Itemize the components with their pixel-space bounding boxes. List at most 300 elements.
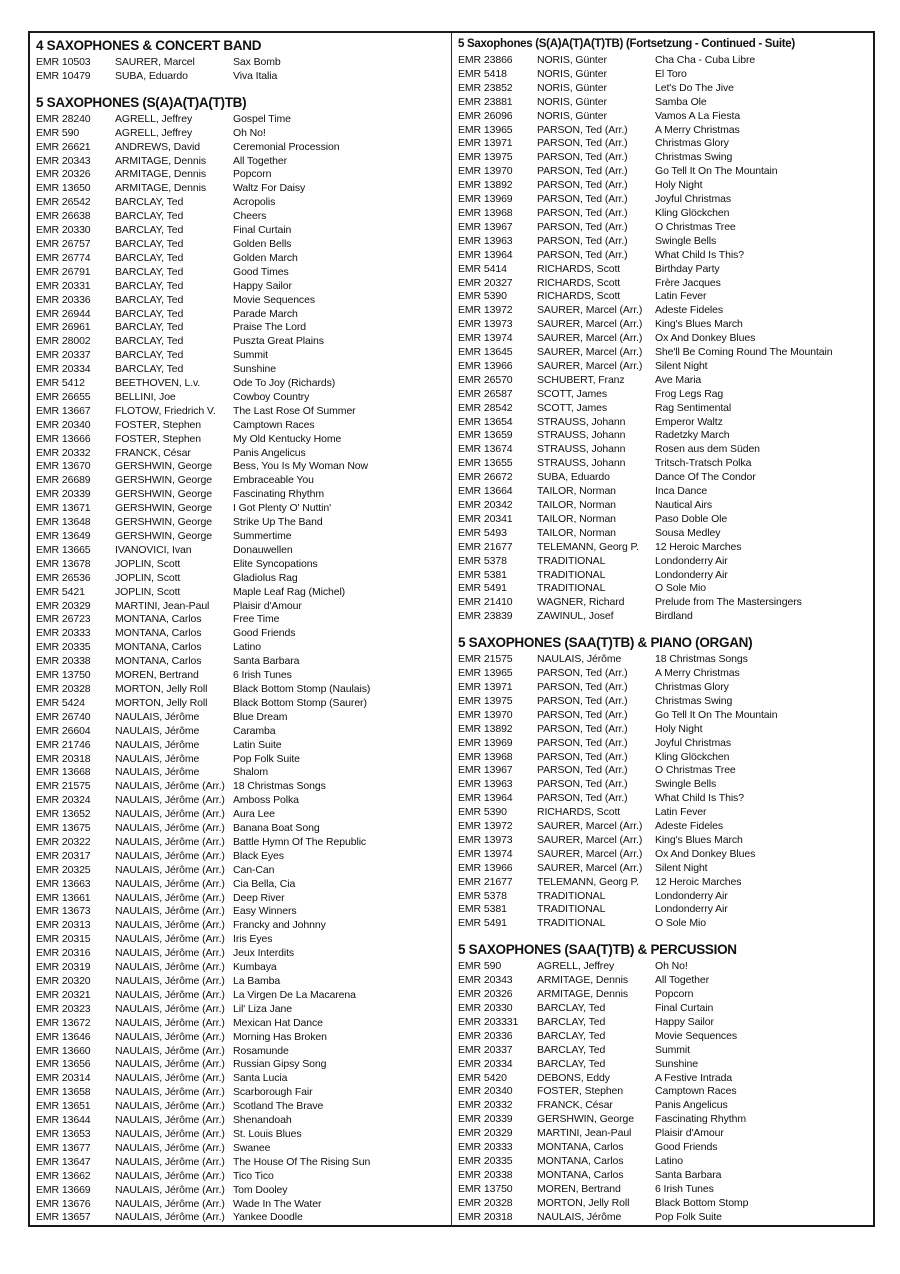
ref-number: EMR 13677 xyxy=(36,1141,91,1154)
ref-number: EMR 20327 xyxy=(458,276,513,289)
piece-title: Gladiolus Rag xyxy=(233,571,298,584)
piece-title: Rosen aus dem Süden xyxy=(655,443,760,456)
catalog-row xyxy=(458,1099,869,1113)
catalog-row xyxy=(36,558,447,572)
ref-number: EMR 13669 xyxy=(36,1183,91,1196)
piece-title: What Child Is This? xyxy=(655,248,744,261)
composer-name: PARSON, Ted (Arr.) xyxy=(537,206,628,219)
composer-name: GERSHWIN, George xyxy=(115,460,213,473)
composer-name: BELLINI, Joe xyxy=(115,390,176,403)
catalog-row xyxy=(36,808,447,822)
catalog-row xyxy=(458,96,869,110)
ref-number: EMR 20337 xyxy=(458,1043,513,1056)
composer-name: SAURER, Marcel (Arr.) xyxy=(537,318,643,331)
ref-number: EMR 20318 xyxy=(458,1210,513,1223)
piece-title: Christmas Swing xyxy=(655,694,733,707)
ref-number: EMR 26542 xyxy=(36,196,91,209)
ref-number: EMR 13678 xyxy=(36,557,91,570)
ref-number: EMR 13651 xyxy=(36,1100,91,1113)
ref-number: EMR 13648 xyxy=(36,516,91,529)
piece-title: Dance Of The Condor xyxy=(655,471,756,484)
ref-number: EMR 13892 xyxy=(458,722,513,735)
ref-number: EMR 20338 xyxy=(36,655,91,668)
ref-number: EMR 13971 xyxy=(458,680,513,693)
piece-title: Swingle Bells xyxy=(655,234,717,247)
piece-title: Christmas Glory xyxy=(655,137,729,150)
piece-title: Samba Ole xyxy=(655,95,707,108)
catalog-row xyxy=(36,516,447,530)
composer-name: GERSHWIN, George xyxy=(115,516,213,529)
catalog-row xyxy=(36,127,447,141)
composer-name: NAULAIS, Jérôme (Arr.) xyxy=(115,1086,225,1099)
ref-number: EMR 5412 xyxy=(36,377,85,390)
catalog-row xyxy=(36,1031,447,1045)
piece-title: Christmas Swing xyxy=(655,151,733,164)
composer-name: MONTANA, Carlos xyxy=(537,1154,624,1167)
catalog-row xyxy=(36,294,447,308)
composer-name: NORIS, Günter xyxy=(537,67,607,80)
piece-title: Holy Night xyxy=(655,179,703,192)
piece-title: Prelude from The Mastersingers xyxy=(655,596,802,609)
composer-name: TRADITIONAL xyxy=(537,903,606,916)
composer-name: GERSHWIN, George xyxy=(115,474,213,487)
composer-name: NAULAIS, Jérôme (Arr.) xyxy=(115,808,225,821)
catalog-row xyxy=(36,308,447,322)
ref-number: EMR 10503 xyxy=(36,56,91,68)
composer-name: SAURER, Marcel (Arr.) xyxy=(537,861,643,874)
piece-title: Panis Angelicus xyxy=(233,446,306,459)
catalog-row xyxy=(458,541,869,555)
catalog-row xyxy=(36,600,447,614)
piece-title: The Last Rose Of Summer xyxy=(233,404,356,417)
composer-name: MORTON, Jelly Roll xyxy=(115,682,208,695)
ref-number: EMR 13667 xyxy=(36,404,91,417)
piece-title: Summertime xyxy=(233,530,292,542)
piece-title: Adeste Fideles xyxy=(655,304,724,317)
ref-number: EMR 13750 xyxy=(458,1182,513,1195)
catalog-row xyxy=(458,1169,869,1183)
catalog-row xyxy=(458,778,869,792)
piece-title: Summit xyxy=(233,349,268,362)
catalog-row xyxy=(458,764,869,778)
composer-name: SAURER, Marcel (Arr.) xyxy=(537,847,643,860)
piece-title: Francky and Johnny xyxy=(233,919,326,932)
catalog-row xyxy=(36,168,447,182)
piece-title: Joyful Christmas xyxy=(655,736,732,749)
piece-title: King's Blues March xyxy=(655,318,743,331)
piece-title: Latin Suite xyxy=(233,738,282,751)
ref-number: EMR 20336 xyxy=(458,1029,513,1042)
composer-name: PARSON, Ted (Arr.) xyxy=(537,220,628,233)
ref-number: EMR 13666 xyxy=(36,432,91,445)
composer-name: BARCLAY, Ted xyxy=(115,363,184,376)
ref-number: EMR 26774 xyxy=(36,251,91,264)
composer-name: NAULAIS, Jérôme (Arr.) xyxy=(115,1072,225,1085)
catalog-row xyxy=(458,917,869,931)
piece-title: Fascinating Rhythm xyxy=(655,1113,746,1126)
ref-number: EMR 26791 xyxy=(36,265,91,278)
piece-title: Russian Gipsy Song xyxy=(233,1058,327,1071)
piece-title: Embraceable You xyxy=(233,474,314,487)
section-header: 5 SAXOPHONES (S(A)A(T)A(T)TB) xyxy=(36,94,247,110)
catalog-row xyxy=(458,179,869,193)
catalog-row xyxy=(458,346,869,360)
composer-name: JOPLIN, Scott xyxy=(115,585,181,598)
ref-number: EMR 13657 xyxy=(36,1211,91,1224)
ref-number: EMR 20332 xyxy=(36,446,91,459)
piece-title: Londonderry Air xyxy=(655,568,728,581)
catalog-row xyxy=(36,933,447,947)
catalog-row xyxy=(458,555,869,569)
catalog-row xyxy=(458,151,869,165)
piece-title: Iris Eyes xyxy=(233,933,273,946)
piece-title: A Merry Christmas xyxy=(655,123,740,136)
catalog-row xyxy=(458,235,869,249)
catalog-row xyxy=(458,318,869,332)
ref-number: EMR 20321 xyxy=(36,988,91,1001)
ref-number: EMR 13672 xyxy=(36,1016,91,1029)
piece-title: Final Curtain xyxy=(655,1002,714,1014)
ref-number: EMR 20313 xyxy=(36,919,91,932)
catalog-row xyxy=(36,1211,447,1225)
ref-number: EMR 13674 xyxy=(458,443,513,456)
ref-number: EMR 20333 xyxy=(458,1141,513,1154)
ref-number: EMR 5390 xyxy=(458,806,507,819)
ref-number: EMR 203331 xyxy=(458,1015,519,1028)
ref-number: EMR 21677 xyxy=(458,875,513,888)
composer-name: PARSON, Ted (Arr.) xyxy=(537,667,628,680)
piece-title: Inca Dance xyxy=(655,485,708,498)
composer-name: BARCLAY, Ted xyxy=(115,251,184,264)
ref-number: EMR 13973 xyxy=(458,833,513,846)
piece-title: Cowboy Country xyxy=(233,390,310,403)
composer-name: SAURER, Marcel (Arr.) xyxy=(537,304,643,317)
composer-name: NAULAIS, Jérôme (Arr.) xyxy=(115,947,225,960)
piece-title: Kumbaya xyxy=(233,961,277,974)
catalog-row xyxy=(36,419,447,433)
composer-name: MONTANA, Carlos xyxy=(115,627,202,640)
ref-number: EMR 5424 xyxy=(36,696,85,709)
catalog-row xyxy=(458,653,869,667)
catalog-row xyxy=(36,280,447,294)
piece-title: O Sole Mio xyxy=(655,582,706,595)
piece-title: Nautical Airs xyxy=(655,499,713,511)
piece-title: Panis Angelicus xyxy=(655,1099,728,1112)
ref-number: EMR 5381 xyxy=(458,568,507,581)
composer-name: NAULAIS, Jérôme (Arr.) xyxy=(115,1016,225,1029)
composer-name: PARSON, Ted (Arr.) xyxy=(537,193,628,206)
catalog-row xyxy=(458,988,869,1002)
piece-title: Tico Tico xyxy=(233,1169,274,1182)
ref-number: EMR 20322 xyxy=(36,835,91,848)
composer-name: NAULAIS, Jérôme (Arr.) xyxy=(115,1114,225,1127)
ref-number: EMR 13963 xyxy=(458,778,513,791)
ref-number: EMR 20341 xyxy=(458,512,513,525)
piece-title: Movie Sequences xyxy=(655,1029,737,1042)
ref-number: EMR 13656 xyxy=(36,1058,91,1071)
composer-name: WAGNER, Richard xyxy=(537,596,625,609)
piece-title: Go Tell It On The Mountain xyxy=(655,165,778,178)
catalog-row xyxy=(36,405,447,419)
ref-number: EMR 26723 xyxy=(36,613,91,626)
piece-title: Kling Glöckchen xyxy=(655,206,730,219)
composer-name: MARTINI, Jean-Paul xyxy=(115,599,210,612)
ref-number: EMR 13673 xyxy=(36,905,91,918)
ref-number: EMR 26655 xyxy=(36,390,91,403)
piece-title: The House Of The Rising Sun xyxy=(233,1155,371,1168)
piece-title: Camptown Races xyxy=(233,418,315,431)
ref-number: EMR 13645 xyxy=(458,346,513,359)
ref-number: EMR 20337 xyxy=(36,349,91,362)
ref-number: EMR 20342 xyxy=(458,499,513,511)
piece-title: La Bamba xyxy=(233,975,281,987)
ref-number: EMR 23866 xyxy=(458,54,513,66)
catalog-row xyxy=(458,499,869,513)
ref-number: EMR 13671 xyxy=(36,502,91,515)
composer-name: GERSHWIN, George xyxy=(537,1113,635,1126)
piece-title: Pop Folk Suite xyxy=(233,752,300,765)
composer-name: NAULAIS, Jérôme (Arr.) xyxy=(115,835,225,848)
catalog-row xyxy=(36,711,447,725)
catalog-row xyxy=(36,182,447,196)
piece-title: Let's Do The Jive xyxy=(655,81,734,94)
catalog-row xyxy=(458,1141,869,1155)
ref-number: EMR 20316 xyxy=(36,947,91,960)
catalog-row xyxy=(36,266,447,280)
catalog-row xyxy=(458,806,869,820)
ref-number: EMR 13964 xyxy=(458,248,513,261)
piece-title: Ox And Donkey Blues xyxy=(655,847,756,860)
catalog-row xyxy=(36,1198,447,1212)
ref-number: EMR 20334 xyxy=(458,1057,513,1070)
piece-title: Santa Barbara xyxy=(655,1168,722,1181)
catalog-row xyxy=(458,848,869,862)
composer-name: AGRELL, Jeffrey xyxy=(115,126,193,139)
catalog-row xyxy=(36,433,447,447)
catalog-row xyxy=(458,1183,869,1197)
piece-title: Black Bottom Stomp (Naulais) xyxy=(233,682,371,695)
piece-title: Good Friends xyxy=(655,1141,718,1154)
catalog-row xyxy=(458,374,869,388)
piece-title: Puszta Great Plains xyxy=(233,335,324,348)
ref-number: EMR 13974 xyxy=(458,332,513,345)
piece-title: Summit xyxy=(655,1043,690,1056)
composer-name: PARSON, Ted (Arr.) xyxy=(537,248,628,261)
composer-name: MONTANA, Carlos xyxy=(537,1141,624,1154)
composer-name: ARMITAGE, Dennis xyxy=(115,168,206,181)
catalog-row xyxy=(36,613,447,627)
catalog-row xyxy=(36,739,447,753)
ref-number: EMR 5420 xyxy=(458,1071,507,1084)
ref-number: EMR 13969 xyxy=(458,736,513,749)
piece-title: Kling Glöckchen xyxy=(655,750,730,763)
ref-number: EMR 13966 xyxy=(458,861,513,874)
piece-title: Oh No! xyxy=(233,126,266,139)
composer-name: ANDREWS, David xyxy=(115,140,200,153)
piece-title: Gospel Time xyxy=(233,112,291,125)
ref-number: EMR 13660 xyxy=(36,1044,91,1057)
piece-title: Good Friends xyxy=(233,627,296,640)
composer-name: BARCLAY, Ted xyxy=(115,196,184,209)
composer-name: SCOTT, James xyxy=(537,387,607,400)
catalog-row xyxy=(36,1156,447,1170)
piece-title: A Festive Intrada xyxy=(655,1071,733,1084)
piece-title: Wade In The Water xyxy=(233,1197,322,1210)
catalog-row xyxy=(36,822,447,836)
composer-name: NAULAIS, Jérôme (Arr.) xyxy=(115,1044,225,1057)
ref-number: EMR 13675 xyxy=(36,822,91,835)
catalog-row xyxy=(36,794,447,808)
composer-name: SAURER, Marcel (Arr.) xyxy=(537,820,643,833)
piece-title: La Virgen De La Macarena xyxy=(233,988,356,1001)
piece-title: Paso Doble Ole xyxy=(655,512,728,525)
catalog-row xyxy=(458,443,869,457)
catalog-row xyxy=(458,457,869,471)
catalog-row xyxy=(36,572,447,586)
ref-number: EMR 26689 xyxy=(36,474,91,487)
piece-title: Morning Has Broken xyxy=(233,1030,327,1043)
piece-title: Parade March xyxy=(233,307,298,320)
ref-number: EMR 23839 xyxy=(458,610,513,623)
catalog-row xyxy=(36,683,447,697)
ref-number: EMR 5390 xyxy=(458,290,507,303)
piece-title: Tom Dooley xyxy=(233,1183,288,1196)
ref-number: EMR 13967 xyxy=(458,764,513,777)
piece-title: Final Curtain xyxy=(233,224,292,237)
piece-title: Blue Dream xyxy=(233,710,288,723)
catalog-row xyxy=(36,1017,447,1031)
catalog-row xyxy=(36,1142,447,1156)
catalog-row xyxy=(458,960,869,974)
piece-title: Swingle Bells xyxy=(655,778,717,791)
composer-name: PARSON, Ted (Arr.) xyxy=(537,764,628,777)
ref-number: EMR 28002 xyxy=(36,335,91,348)
catalog-row xyxy=(458,54,869,68)
catalog-row xyxy=(36,502,447,516)
catalog-row xyxy=(458,416,869,430)
ref-number: EMR 13647 xyxy=(36,1155,91,1168)
catalog-row xyxy=(458,596,869,610)
piece-title: 6 Irish Tunes xyxy=(655,1182,714,1195)
composer-name: SAURER, Marcel xyxy=(115,56,195,68)
catalog-row xyxy=(458,610,869,624)
composer-name: SUBA, Eduardo xyxy=(115,69,188,82)
ref-number: EMR 13973 xyxy=(458,318,513,331)
composer-name: ZAWINUL, Josef xyxy=(537,610,614,623)
ref-number: EMR 13659 xyxy=(458,429,513,442)
piece-title: Black Bottom Stomp xyxy=(655,1196,749,1209)
composer-name: NORIS, Günter xyxy=(537,54,607,66)
composer-name: FRANCK, César xyxy=(537,1099,613,1112)
composer-name: NAULAIS, Jérôme (Arr.) xyxy=(115,794,225,807)
catalog-row xyxy=(458,137,869,151)
piece-title: Popcorn xyxy=(233,168,272,181)
catalog-row xyxy=(36,391,447,405)
composer-name: GERSHWIN, George xyxy=(115,488,213,501)
catalog-row xyxy=(458,124,869,138)
ref-number: EMR 13750 xyxy=(36,669,91,682)
ref-number: EMR 5491 xyxy=(458,917,507,930)
piece-title: Plaisir d'Amour xyxy=(233,599,302,612)
composer-name: NAULAIS, Jérôme (Arr.) xyxy=(115,891,225,904)
composer-name: JOPLIN, Scott xyxy=(115,571,181,584)
catalog-row xyxy=(36,155,447,169)
composer-name: MARTINI, Jean-Paul xyxy=(537,1127,632,1140)
ref-number: EMR 13963 xyxy=(458,234,513,247)
ref-number: EMR 20339 xyxy=(458,1113,513,1126)
catalog-row xyxy=(36,1058,447,1072)
composer-name: NAULAIS, Jérôme (Arr.) xyxy=(115,1183,225,1196)
catalog-row xyxy=(458,110,869,124)
catalog-row xyxy=(458,751,869,765)
composer-name: TRADITIONAL xyxy=(537,889,606,902)
composer-name: BARCLAY, Ted xyxy=(537,1043,606,1056)
piece-title: Deep River xyxy=(233,891,285,904)
piece-title: Golden March xyxy=(233,251,298,264)
catalog-row xyxy=(36,586,447,600)
ref-number: EMR 20330 xyxy=(36,224,91,237)
piece-title: Latino xyxy=(655,1154,684,1167)
composer-name: BEETHOVEN, L.v. xyxy=(115,377,201,390)
catalog-row xyxy=(36,1086,447,1100)
catalog-row xyxy=(458,667,869,681)
composer-name: TRADITIONAL xyxy=(537,582,606,595)
piece-title: 18 Christmas Songs xyxy=(655,653,748,666)
ref-number: EMR 20315 xyxy=(36,933,91,946)
composer-name: NAULAIS, Jérôme (Arr.) xyxy=(115,1030,225,1043)
composer-name: BARCLAY, Ted xyxy=(115,321,184,334)
ref-number: EMR 21575 xyxy=(36,780,91,793)
ref-number: EMR 26096 xyxy=(458,109,513,122)
ref-number: EMR 20319 xyxy=(36,961,91,974)
catalog-row xyxy=(458,527,869,541)
ref-number: EMR 13644 xyxy=(36,1114,91,1127)
catalog-row xyxy=(36,1003,447,1017)
catalog-row xyxy=(36,878,447,892)
catalog-row xyxy=(458,681,869,695)
composer-name: PARSON, Ted (Arr.) xyxy=(537,736,628,749)
ref-number: EMR 26638 xyxy=(36,210,91,223)
ref-number: EMR 13649 xyxy=(36,530,91,542)
catalog-row xyxy=(36,447,447,461)
ref-number: EMR 20331 xyxy=(36,279,91,292)
catalog-row xyxy=(458,402,869,416)
ref-number: EMR 26570 xyxy=(458,373,513,386)
catalog-row xyxy=(36,641,447,655)
composer-name: PARSON, Ted (Arr.) xyxy=(537,708,628,721)
ref-number: EMR 20334 xyxy=(36,363,91,376)
piece-title: Amboss Polka xyxy=(233,794,299,807)
catalog-row xyxy=(458,834,869,848)
catalog-row xyxy=(36,530,447,544)
composer-name: RICHARDS, Scott xyxy=(537,262,621,275)
catalog-row xyxy=(458,165,869,179)
ref-number: EMR 13653 xyxy=(36,1127,91,1140)
piece-title: Rag Sentimental xyxy=(655,401,732,414)
catalog-row xyxy=(458,1155,869,1169)
composer-name: ARMITAGE, Dennis xyxy=(115,182,206,195)
composer-name: ARMITAGE, Dennis xyxy=(537,974,628,987)
catalog-row xyxy=(36,655,447,669)
catalog-row xyxy=(458,221,869,235)
piece-title: Ceremonial Procession xyxy=(233,140,340,153)
composer-name: SAURER, Marcel (Arr.) xyxy=(537,359,643,372)
piece-title: Scotland The Brave xyxy=(233,1100,324,1113)
piece-title: Jeux Interdits xyxy=(233,947,295,960)
composer-name: FLOTOW, Friedrich V. xyxy=(115,404,216,417)
piece-title: All Together xyxy=(233,154,288,167)
piece-title: Christmas Glory xyxy=(655,680,729,693)
